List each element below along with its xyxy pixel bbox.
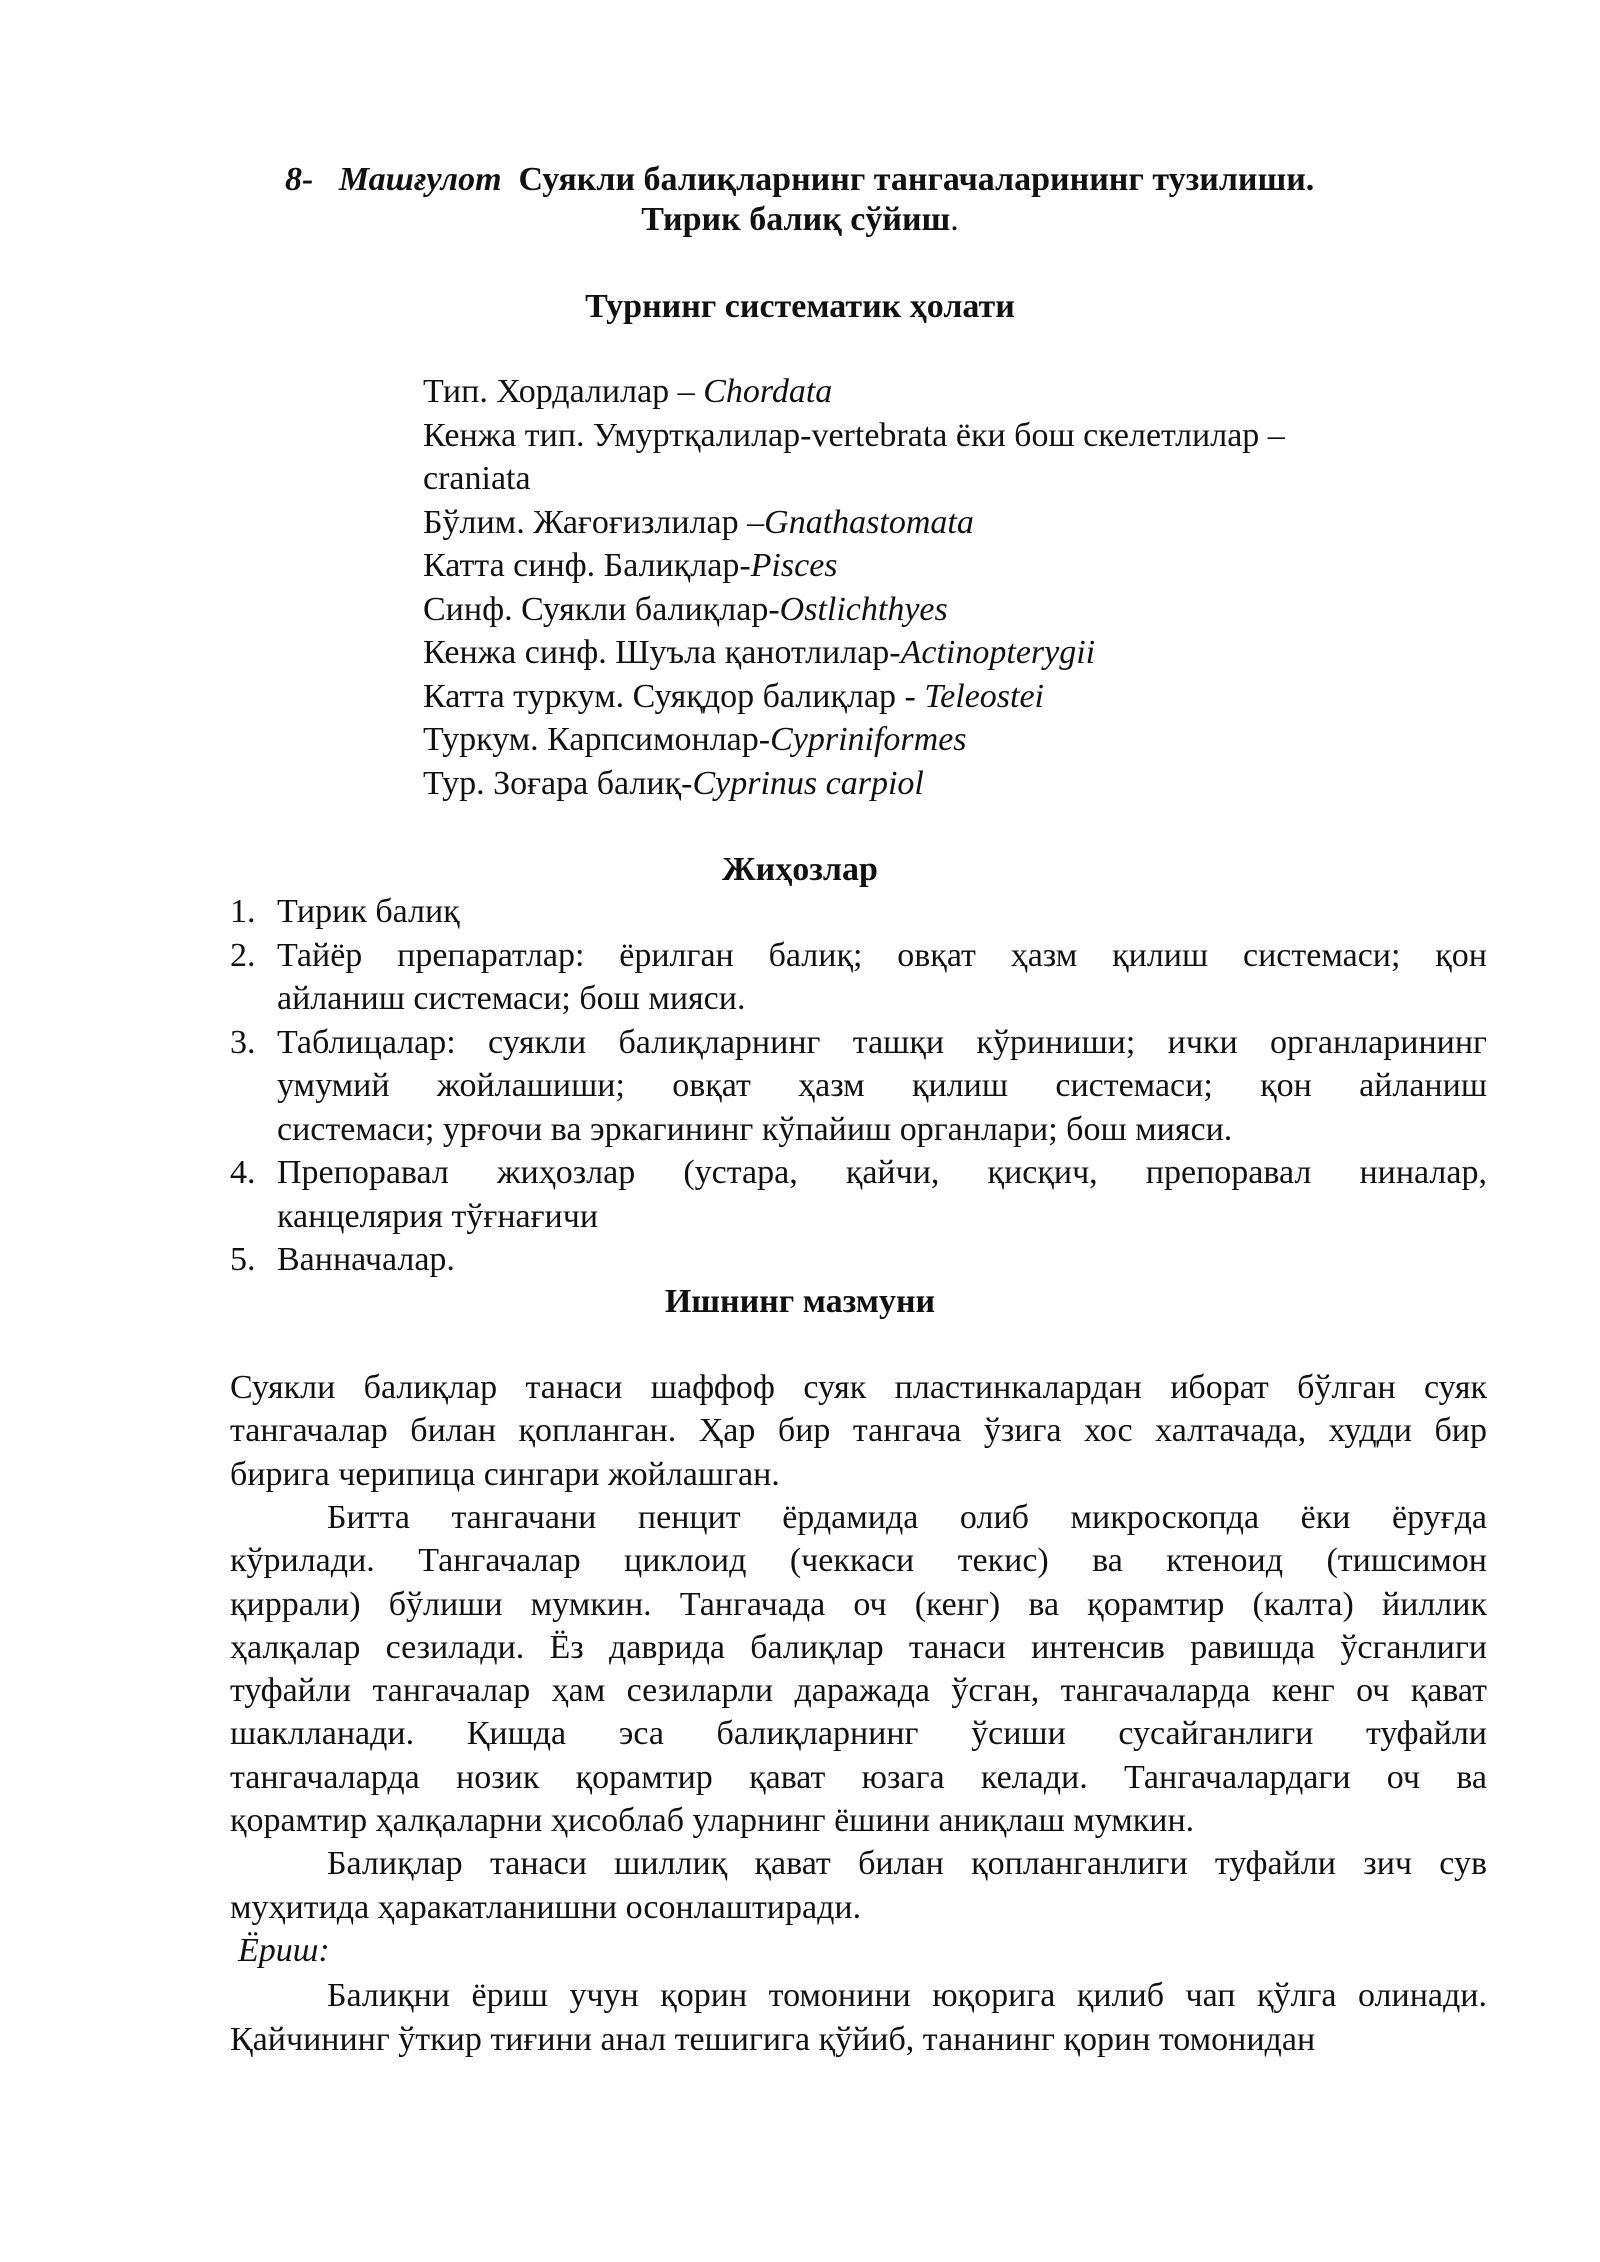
- taxon-latin-name: Teleostei: [924, 677, 1045, 715]
- list-item-line: Тирик балиқ: [277, 893, 460, 930]
- paragraph-line: тангачаларда нозик қорамтир қават юзага келади. Тангачалардаги оч ва: [230, 1758, 1487, 1796]
- taxon-latin-name: Cypriniformes: [770, 721, 967, 758]
- list-item-number: 1.: [230, 893, 256, 930]
- paragraph-line: Қайчининг ўткир тиғини анал тешигига қўйиб, тананинг қорин томонидан: [230, 2020, 1316, 2058]
- taxon-label: Катта синф. Балиқлар-: [423, 547, 751, 584]
- lesson-number: 8-: [285, 161, 314, 198]
- systematics-row: [423, 544, 838, 588]
- taxon-label: Туркум. Карпсимонлар-: [423, 721, 771, 758]
- taxon-label: Катта туркум. Суяқдор балиқлар -: [423, 677, 925, 715]
- systematics-row: [423, 457, 531, 501]
- systematics-row: [423, 631, 1095, 675]
- list-item-line: Препоравал жиҳозлар (устара, қайчи, қисқич, препоравал ниналар,: [277, 1154, 1487, 1191]
- paragraph-line: туфайли тангачалар ҳам сезиларли даражада ўсган, тангачаларда кенг оч қават: [230, 1672, 1487, 1710]
- paragraph-line: Балиқлар танаси шиллиқ қават билан қопланганлиги туфайли зич сув: [327, 1845, 1487, 1883]
- paragraph-line: ҳалқалар сезилади. Ёз даврида балиқлар танаси интенсив равишда ўсганлиги: [230, 1628, 1487, 1666]
- paragraph-line: шаклланади. Қишда эса балиқларнинг ўсиши сусайганлиги туфайли: [230, 1715, 1487, 1753]
- taxon-latin-name: Actinopterygii: [900, 634, 1096, 671]
- taxon-label: Тур. Зоғара балиқ-: [423, 764, 693, 802]
- systematics-row: [423, 718, 967, 762]
- lesson-title-line1: [285, 158, 1314, 202]
- taxon-label: Синф. Суякли балиқлар-: [423, 590, 780, 628]
- lesson-subtitle: Тирик балиқ сўйиш: [641, 201, 951, 238]
- list-item-line: Тайёр препаратлар: ёрилган балиқ; овқат ҳазм қилиш системаси; қон: [277, 936, 1487, 974]
- taxon-label: craniata: [423, 460, 531, 497]
- content-heading: Ишнинг мазмуни: [664, 1283, 936, 1320]
- paragraph-line: муҳитида ҳаракатланишни осонлаштиради.: [230, 1888, 862, 1926]
- paragraph-line: Суякли балиқлар танаси шаффоф суяк пластинкалардан иборат бўлган суяк: [230, 1369, 1487, 1406]
- taxon-label: Кенжа тип. Умуртқалилар-vertebrata ёки бош скелетлилар –: [423, 416, 1285, 454]
- lesson-title-line2: [0, 198, 1600, 242]
- list-item-number: 2.: [230, 936, 256, 974]
- systematics-row: [423, 762, 924, 806]
- paragraph-line: бирига черипица сингари жойлашган.: [230, 1455, 780, 1493]
- systematics-heading: Турнинг систематик ҳолати: [585, 288, 1015, 325]
- taxon-label: Бўлим. Жағоғизлилар –: [423, 503, 765, 541]
- systematics-row: [423, 501, 974, 545]
- paragraph-line: қорамтир ҳалқаларни ҳисоблаб уларнинг ёшини аниқлаш мумкин.: [230, 1802, 1195, 1839]
- list-item-number: 3.: [230, 1023, 256, 1061]
- paragraph-line: қиррали) бўлиши мумкин. Тангачада оч (кенг) ва қорамтир (калта) йиллик: [230, 1585, 1487, 1623]
- taxon-latin-name: Pisces: [750, 547, 838, 584]
- systematics-row: [423, 414, 1285, 458]
- list-item-line: системаси; урғочи ва эркагининг кўпайиш органлари; бош мияси.: [277, 1110, 1233, 1148]
- lesson-title: Суякли балиқларнинг тангачаларининг тузилиши.: [518, 161, 1315, 198]
- taxon-latin-name: Gnathastomata: [764, 503, 974, 541]
- taxon-latin-name: Ostlichthyes: [779, 590, 948, 628]
- paragraph-line: Балиқни ёриш учун қорин томонини юқорига қилиб чап қўлга олинади.: [327, 1977, 1487, 2015]
- systematics-row: [423, 588, 948, 632]
- taxon-label: Тип. Хордалилар –: [423, 373, 704, 410]
- list-item-line: Ванначалар.: [277, 1241, 455, 1278]
- taxon-latin-name: Chordata: [703, 373, 833, 410]
- systematics-row: [423, 675, 1044, 719]
- list-item-line: айланиш системаси; бош мияси.: [277, 980, 746, 1017]
- list-item-line: умумий жойлашиши; овқат ҳазм қилиш системаси; қон айланиш: [277, 1067, 1487, 1104]
- section-subheading: Ёриш:: [238, 1931, 330, 1969]
- taxon-label: Кенжа синф. Шуъла қанотлилар-: [423, 634, 901, 671]
- paragraph-line: кўрилади. Тангачалар циклоид (чеккаси текис) ва ктеноид (тишсимон: [230, 1542, 1487, 1580]
- lesson-word: Машғулот: [338, 161, 502, 198]
- paragraph-line: Битта тангачани пенцит ёрдамида олиб микроскопда ёки ёруғда: [327, 1498, 1487, 1536]
- list-item-line: канцелярия тўғнағичи: [277, 1197, 599, 1235]
- list-item-number: 5.: [230, 1241, 256, 1278]
- paragraph-line: тангачалар билан қопланган. Ҳар бир тангача ўзига хос халтачада, худди бир: [230, 1412, 1487, 1450]
- systematics-row: [423, 370, 832, 414]
- taxon-latin-name: Cyprinus carpiol: [692, 764, 924, 802]
- lesson-subtitle-period: .: [950, 201, 959, 238]
- list-item-number: 4.: [230, 1154, 256, 1191]
- list-item-line: Таблицалар: суякли балиқларнинг ташқи кўриниши; ички органларининг: [277, 1023, 1487, 1061]
- equipment-heading: Жиҳозлар: [722, 851, 878, 888]
